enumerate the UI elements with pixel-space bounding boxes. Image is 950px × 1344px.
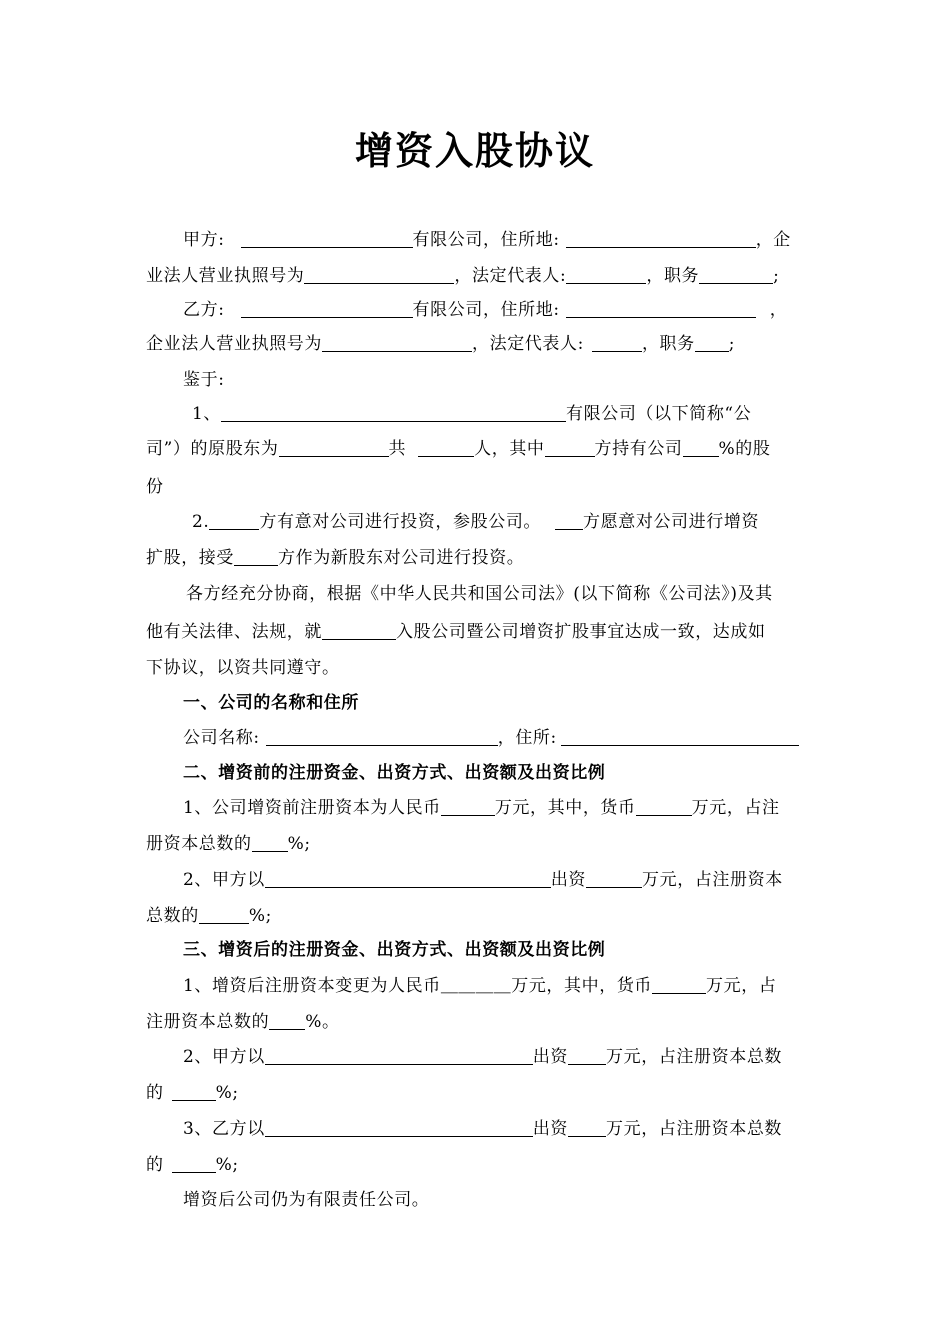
original-shareholders-blank bbox=[279, 438, 389, 457]
post-party-a-percent-blank bbox=[172, 1082, 216, 1101]
party-a-address-blank bbox=[566, 229, 756, 248]
pre-capital-amount-blank bbox=[441, 797, 495, 816]
party-b-line-2: 企业法人营业执照号为 ，法定代表人: ，职务 ; bbox=[146, 334, 736, 354]
recital-1-line-1: 1、 有限公司（以下简称“公 bbox=[192, 404, 752, 424]
party-a-license-blank bbox=[304, 265, 454, 284]
party-b-title-blank bbox=[695, 333, 729, 352]
section-3-heading: 三、增资后的注册资金、出资方式、出资额及出资比例 bbox=[183, 940, 606, 960]
consultation-line-3: 下协议，以资共同遵守。 bbox=[146, 658, 340, 678]
post-party-b-line-1: 3、乙方以 出资 万元，占注册资本总数 bbox=[183, 1119, 783, 1139]
party-a-rep-blank bbox=[566, 265, 646, 284]
post-capital-amount-blank: ＿＿＿＿ bbox=[440, 976, 512, 996]
recital-2-line-1: 2. 方有意对公司进行投资，参股公司。 方愿意对公司进行增资 bbox=[192, 512, 760, 532]
post-party-b-amount-blank bbox=[568, 1118, 606, 1137]
post-party-a-amount-blank bbox=[568, 1046, 606, 1065]
pre-currency-amount-blank bbox=[636, 797, 692, 816]
party-b-rep-blank bbox=[592, 333, 642, 352]
pre-capital-line-1: 1、公司增资前注册资本为人民币 万元，其中，货币 万元，占注 bbox=[183, 798, 780, 818]
whereas-label: 鉴于: bbox=[183, 370, 225, 390]
document-title: 增资入股协议 bbox=[354, 129, 595, 173]
recital-2-line-2: 扩股，接受 方作为新股东对公司进行投资。 bbox=[146, 548, 525, 568]
party-a-title-blank bbox=[699, 265, 773, 284]
post-capital-line-2: 注册资本总数的 %。 bbox=[146, 1012, 340, 1032]
post-party-a-line-1: 2、甲方以 出资 万元，占注册资本总数 bbox=[183, 1047, 783, 1067]
party-a-name-blank bbox=[241, 229, 413, 248]
recital-1-line-2: 司”）的原股东为 共 人，其中 方持有公司 %的股 bbox=[146, 439, 771, 459]
company-address-field-blank bbox=[561, 727, 799, 746]
party-b-name-blank bbox=[241, 299, 413, 318]
party-a-line-1: 甲方: 有限公司，住所地: ，企 bbox=[183, 230, 791, 250]
pre-party-a-percent-blank bbox=[199, 905, 249, 924]
post-capital-percent-blank bbox=[269, 1011, 305, 1030]
pre-capital-line-2: 册资本总数的 %; bbox=[146, 834, 311, 854]
party-b-license-blank bbox=[322, 333, 472, 352]
post-capital-line-1: 1、增资后注册资本变更为人民币＿＿＿＿万元，其中，货币 万元，占 bbox=[183, 976, 777, 996]
consultation-line-1: 各方经充分协商，根据《中华人民共和国公司法》(以下简称《公司法》)及其 bbox=[186, 584, 773, 604]
party-b-address-blank bbox=[566, 299, 756, 318]
post-party-b-percent-blank bbox=[172, 1154, 216, 1173]
company-name-blank bbox=[221, 403, 566, 422]
post-party-a-line-2: 的 %; bbox=[146, 1083, 239, 1103]
post-party-b-line-2: 的 %; bbox=[146, 1155, 239, 1175]
party-a-line-2: 业法人营业执照号为 ，法定代表人: ，职务 ; bbox=[146, 266, 780, 286]
new-shareholder-blank bbox=[234, 547, 278, 566]
holding-percent-blank bbox=[683, 438, 719, 457]
consultation-line-2: 他有关法律、法规，就 入股公司暨公司增资扩股事宜达成一致，达成如 bbox=[146, 622, 766, 642]
company-party-blank bbox=[555, 511, 583, 530]
investor-party-blank bbox=[209, 511, 259, 530]
pre-capital-percent-blank bbox=[252, 833, 288, 852]
post-currency-amount-blank bbox=[652, 975, 706, 994]
post-party-a-method-blank bbox=[265, 1046, 533, 1065]
company-name-address-line: 公司名称: ，住所: bbox=[183, 726, 810, 750]
company-name-field-blank bbox=[266, 727, 498, 746]
pre-party-a-method-blank bbox=[265, 869, 551, 888]
recital-1-line-3: 份 bbox=[146, 477, 164, 497]
pre-party-a-line-2: 总数的 %; bbox=[146, 906, 272, 926]
pre-party-a-line-1: 2、甲方以 出资 万元，占注册资本 bbox=[183, 870, 783, 890]
party-b-line-1: 乙方: 有限公司，住所地: ， bbox=[183, 300, 788, 320]
post-party-b-method-blank bbox=[265, 1118, 533, 1137]
investor-blank bbox=[322, 621, 396, 640]
pre-party-a-amount-blank bbox=[586, 869, 642, 888]
section-1-heading: 一、公司的名称和住所 bbox=[183, 693, 359, 713]
holding-party-blank bbox=[545, 438, 595, 457]
closing-statement: 增资后公司仍为有限责任公司。 bbox=[183, 1190, 430, 1210]
section-2-heading: 二、增资前的注册资金、出资方式、出资额及出资比例 bbox=[183, 763, 606, 783]
shareholder-count-blank bbox=[418, 438, 474, 457]
